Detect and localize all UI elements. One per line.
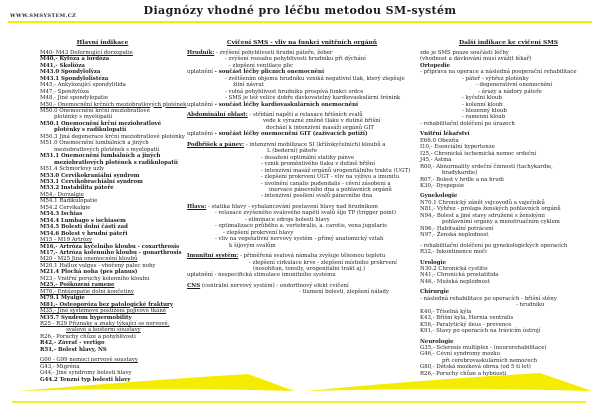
text-line: M51.1 Onemocnění lumbálních a jiných	[40, 153, 161, 160]
text-line: I10,- Esenciální hypertenze	[420, 144, 495, 151]
text-line: uplatnění - součást léčby plicních onemocnění	[187, 69, 325, 76]
text-line: - zvětšením objemu hrudníku vzniká negativní tlak, který zlepšuje	[225, 75, 405, 82]
text-line: R00,- Abnormality srdeční činnosti (tachykardie,	[420, 163, 553, 170]
text-line: R42,- Závrať - vertigo	[40, 340, 105, 347]
website-link: WWW.SMSYSTEM.CZ	[10, 13, 77, 19]
text-line: - uvolnění canalis pudendalis - cévní zásobení a	[261, 180, 391, 187]
text-line: R07,- Bolest v hrdle a na hrudi	[420, 176, 504, 183]
text-line: - vliv na vegetativní nervový systém - přímý anatomický vztah	[215, 236, 384, 243]
top-yellow-rule	[8, 21, 592, 23]
line-prefix: uplatnění	[187, 131, 215, 138]
text-line: M47,- Spondylóza	[40, 88, 90, 95]
section-label: Hrudník:	[187, 49, 215, 56]
line-prefix: uplatnění	[187, 69, 215, 76]
text-line: CNS (centrální nervový systém) - endorfinový efekt cvičení	[187, 282, 349, 289]
text-line: M40,- Kyfóza a lordóza	[40, 56, 110, 63]
text-line: - vznik proměnlivého tlaku v dutině břišní	[261, 161, 375, 168]
text-line: - hrudníku	[516, 302, 545, 309]
text-line: R26,- Poruchy chůze a pohyblivosti	[40, 333, 136, 340]
text-line: - zvýšení rozsahu pohyblivosti hrudníku při dýchání	[225, 56, 366, 63]
sms-effects-header: Cvičení SMS - vliv na funkci vnitřních orgánů	[226, 39, 378, 46]
text-line: - dosažení optimální statiky pánve	[261, 154, 355, 161]
other-indications-column	[420, 40, 597, 377]
text-line: ploténky s myelopatií	[54, 114, 113, 121]
text-line: uplatnění - součást léčby onemocnění GIT (zažívacích potíží)	[187, 131, 368, 138]
text-line: bradykardie)	[442, 170, 478, 177]
text-line: G35,- Sclerosis multiplex - (neurorehabilitace)	[420, 344, 547, 351]
text-line: M41,- Skolióza	[40, 62, 85, 69]
text-line: M35,- Jiné systémové postižení pojivové tkáně	[40, 308, 167, 315]
text-line: M21.4 Plochá noha (pes planus)	[40, 269, 138, 276]
text-line: - zlepšení prokrvení UGT - vliv na výživu a imunitu	[261, 174, 400, 181]
text-line: I25,- Chronická ischemická nemoc srdeční	[420, 150, 537, 157]
text-line: M54.2 Cervikalgie	[40, 204, 91, 211]
section-label: CNS	[187, 282, 201, 289]
text-line: Imunitní systém: - přiměřená svalová námaha zvyšuje tělesnou teplotu	[187, 253, 386, 260]
text-line: svalové a kosterní soustavy	[66, 327, 141, 334]
text-line: M23,- Vnitřní poruchy kolenního kloubu	[40, 275, 150, 282]
text-line: N70.1 Chronický zánět vejcovodů a vaječníků	[420, 199, 545, 206]
text-line: meziobratlových plotének s radikulopatií	[54, 159, 178, 166]
text-line: M53.2 Instabilita páteře	[40, 185, 114, 192]
yellow-swoosh-decoration	[0, 370, 600, 406]
other-indications-header: Další indikace ke cvičení SMS	[459, 39, 558, 46]
text-line: - kyčelní kloub	[462, 95, 502, 102]
text-line: M16,- Artróza kyčelního kloubu - coxarthrosis	[40, 243, 180, 250]
text-line: M54.5 Bolesti dolní části zad	[40, 224, 128, 231]
text-line: - rehabilitační doléčení po gynekologických operacích	[420, 242, 568, 249]
other-indications-list	[420, 50, 597, 377]
text-line: K40,- Tříselná kýla	[420, 308, 472, 315]
text-line: M79.1 Myalgie	[40, 295, 85, 302]
text-line: - následná rehabilitace po operacích - břišní stěny	[420, 295, 557, 302]
text-line: - kolenní kloub	[462, 101, 503, 108]
text-line: M15 - M19 Artrózy	[40, 237, 93, 244]
text-line: - úrazy a nádory páteře	[478, 88, 542, 95]
text-line: dochází k intenzivní masáži orgánů GIT	[266, 124, 374, 131]
text-line: Gynekologie	[420, 193, 458, 200]
text-line: - eliminace zdroje bolesti hlavy	[245, 216, 330, 223]
text-line: G44,- Jiné syndromy bolesti hlavy	[40, 370, 132, 377]
section-label: Hlava:	[187, 203, 207, 210]
text-line: M50.1 Onemocnění krční meziobratlové	[40, 120, 162, 127]
text-line: M25,- Poškození ramene	[40, 282, 115, 289]
text-line: Urologie	[420, 259, 447, 266]
text-line: N30.2 Chronická cystitis	[420, 266, 488, 272]
text-line: M51.0 Onemocnění lumbálních a jiných	[40, 140, 149, 147]
text-line: N46,- Mužská neplodnost	[420, 278, 490, 285]
section-label: Imunitní systém:	[187, 253, 239, 260]
text-line: - ramenní kloub	[462, 114, 506, 121]
text-line: Vnitřní lékařství	[420, 131, 470, 138]
text-line: Hrudník: - zvýšení pohyblivosti hrudní páteře, žeber	[187, 49, 333, 56]
text-line: (vhodnost a dávkování musí zvážit lékař)	[420, 56, 532, 63]
text-line: G00 - G99 nemoci nervové soustavy	[40, 357, 138, 364]
text-line: meziobratlových plotének s myelopatií	[54, 146, 160, 153]
text-line: M50.3 Jiná degenerace krční meziobratlové ploténky	[40, 133, 185, 140]
sms-effects-column	[187, 40, 417, 296]
text-line: M43.1 Spondylolistéza	[40, 75, 109, 82]
text-line: - zlepšení ventilace plic	[229, 62, 293, 69]
text-line: G80,- Dětská mozková obrna (od 5 ti let)	[420, 364, 531, 371]
text-line: M50.0 Onemocnění krční meziobratlové	[40, 108, 150, 115]
text-line: R26,- Poruchy chůze a hybnosti	[420, 370, 507, 377]
text-line: M43.0 Spondylolýza	[40, 69, 101, 76]
text-line: - páteř - výhřez ploténky	[462, 75, 529, 82]
yellow-swoosh-left	[18, 374, 294, 391]
text-line: vede k výrazné změně tlaku v dutině břišní	[263, 118, 381, 125]
text-line: M50,- Onemocnění krčních meziobratlových plotének	[40, 101, 187, 108]
line-prefix: uplatnění	[187, 101, 215, 108]
text-line: - optimalizace průběhu a. vertebralis, a. carotis, vena jugularis	[215, 223, 387, 230]
text-line: R51,- Bolest hlavy, NS	[40, 346, 107, 353]
text-line: M54.3 Ischias	[40, 211, 83, 218]
text-line: ploténky s radikulopatií	[54, 127, 127, 134]
text-line: K91,- Stavy po operacích na trávicím ústrojí	[420, 328, 541, 335]
text-line: N41,- Chronická prostatitida	[420, 272, 499, 279]
text-line: L (bederní) páteře	[267, 148, 318, 155]
text-line: M20.1 Hallux valgus - vbočený palec nohy	[40, 262, 156, 269]
main-indications-column	[40, 40, 190, 383]
main-indications-header: Hlavní indikace	[76, 39, 129, 46]
text-line: - hlezenný kloub	[462, 108, 507, 115]
text-line: M76,- Entézopatie dolní končetiny	[40, 288, 134, 295]
text-line: inervace pánevního dna a pohlavních orgánů	[269, 187, 392, 194]
text-line: R25 - R29 Příznaky a znaky týkající se nervové,	[40, 320, 170, 327]
page-title: Diagnózy vhodné pro léčbu metodou SM-systém	[143, 4, 457, 17]
text-line: G43,- Migréna	[40, 363, 80, 370]
text-line: Hlava: - statika hlavy - vybalancování postavení hlavy nad hrudníkem	[187, 203, 378, 210]
text-line: pohlavními orgány a menstruačním cyklem	[442, 219, 560, 226]
text-line: M54.6 Bolest v hrudní páteři	[40, 230, 128, 237]
text-line: M20 - M25 Jiná onemocnění kloubů	[40, 256, 138, 263]
text-line: k šíjovým svalům	[229, 242, 276, 249]
text-line: N96,- Habituální potrácení	[420, 225, 494, 232]
text-line: - příprava na operace a následná pooperační rehabilitace	[420, 69, 577, 76]
text-line: R32,- Inkontinence moči	[420, 249, 487, 256]
text-line: (nosohltan, tonsily, urogenitální trakt aj.)	[253, 266, 366, 272]
text-line: K30,- Dyspepsie	[420, 183, 465, 190]
text-line: Neurologie	[420, 338, 454, 345]
text-line: K56,- Paralytický ileus - prevence	[420, 321, 512, 328]
text-line: - zlepšení cirkulace krve - zlepšení místního prokrvení	[249, 259, 397, 266]
text-line: M51.4 Schmorlovy uzly	[40, 166, 105, 173]
text-line: M48,- Jiné spondylopatie	[40, 95, 109, 102]
section-label: Abdominální oblast:	[187, 112, 248, 119]
text-line: K43,- Břišní kýla, Hernia ventralis	[420, 315, 514, 322]
yellow-swoosh-right	[306, 373, 592, 391]
text-line: při cerebrovaskulárních nemocech	[442, 357, 538, 364]
text-line: - degenerativní onemocnění	[476, 82, 553, 89]
text-line: N97,- Ženská neplodnost	[420, 232, 489, 239]
text-line: uplatnění - součást léčby kardiovaskulárních onemocnění	[187, 101, 359, 108]
text-line: - zlepšení prokrvení hlavy	[223, 229, 294, 236]
text-line: - rehabilitační doléčení po úrazech	[420, 120, 515, 127]
text-line: N81,- Výhřez - prolaps ženských pohlavních orgánů	[420, 206, 561, 213]
text-line: M81,- Osteoporóza bez patologické fraktury	[40, 301, 173, 308]
text-line: uplatnění - nespecifická stimulace imunitního systému	[187, 272, 336, 279]
bottom-yellow-rule	[12, 401, 586, 403]
text-line: M54.4 Lumbago s ischiasem	[40, 217, 126, 224]
text-line: - intenzivní posílení svalů pánevního dna	[261, 193, 373, 200]
text-line: E66.0 Obezita	[420, 137, 459, 144]
text-line: Abdominální oblast: - střídání napětí a relaxace břišních svalů	[187, 112, 363, 119]
text-line: J45,- Astma	[420, 157, 452, 164]
text-line: Podbřišek a pánev: - intenzivní mobilizace SI (křížokyčelních) kloubů a	[187, 141, 386, 148]
text-line: Ortopedie	[420, 62, 451, 69]
text-line: M45,- Ankylozující spondylitida	[40, 82, 126, 89]
text-line: M54,- Dorzalgie	[40, 191, 84, 198]
text-line: žilní návrat	[233, 82, 264, 89]
text-line: Chirurgie	[420, 289, 450, 296]
text-line: M53.0 Cervikokraniální syndrom	[40, 172, 140, 179]
text-line: - intenzivní masáž orgánů urogenitálního traktu (UGT)	[261, 167, 411, 174]
text-line: M53.1 Cervikobrachiální syndrom	[40, 179, 143, 186]
text-line: G44.2 Tenzní typ bolesti hlavy	[40, 376, 131, 383]
text-line: - SMS je též velice dobře dávkovatelný kardiovaskulární trénink	[225, 95, 401, 102]
text-line: M17,- Artróza kolenního kloubu - gonarthrosis	[40, 250, 182, 256]
main-indications-list	[40, 50, 190, 383]
text-line: zde je SMS pouze součástí léčby	[420, 49, 509, 56]
text-line: - volná pohyblivost hrudníku prospívá funkci srdce	[225, 88, 364, 95]
section-label: Podbřišek a pánev:	[187, 141, 245, 148]
text-line: N94,- Bolest a jiné stavy sdružené s ženskými	[420, 212, 545, 219]
text-line: - relaxace zvýšeného svalového napětí svalů šíje TP (trigger point)	[215, 210, 397, 217]
text-line: - tlumení bolesti, zlepšení nálady	[299, 289, 389, 296]
text-line: M40- M43 Deformující dorzopatie	[40, 49, 133, 56]
text-line: G46,- Cévní syndromy mozku	[420, 351, 501, 358]
text-line: M54.1 Radikulopatie	[40, 198, 98, 205]
text-line: M35.7 Syndrom hypermobility	[40, 314, 132, 321]
sms-effects-list	[187, 50, 417, 296]
